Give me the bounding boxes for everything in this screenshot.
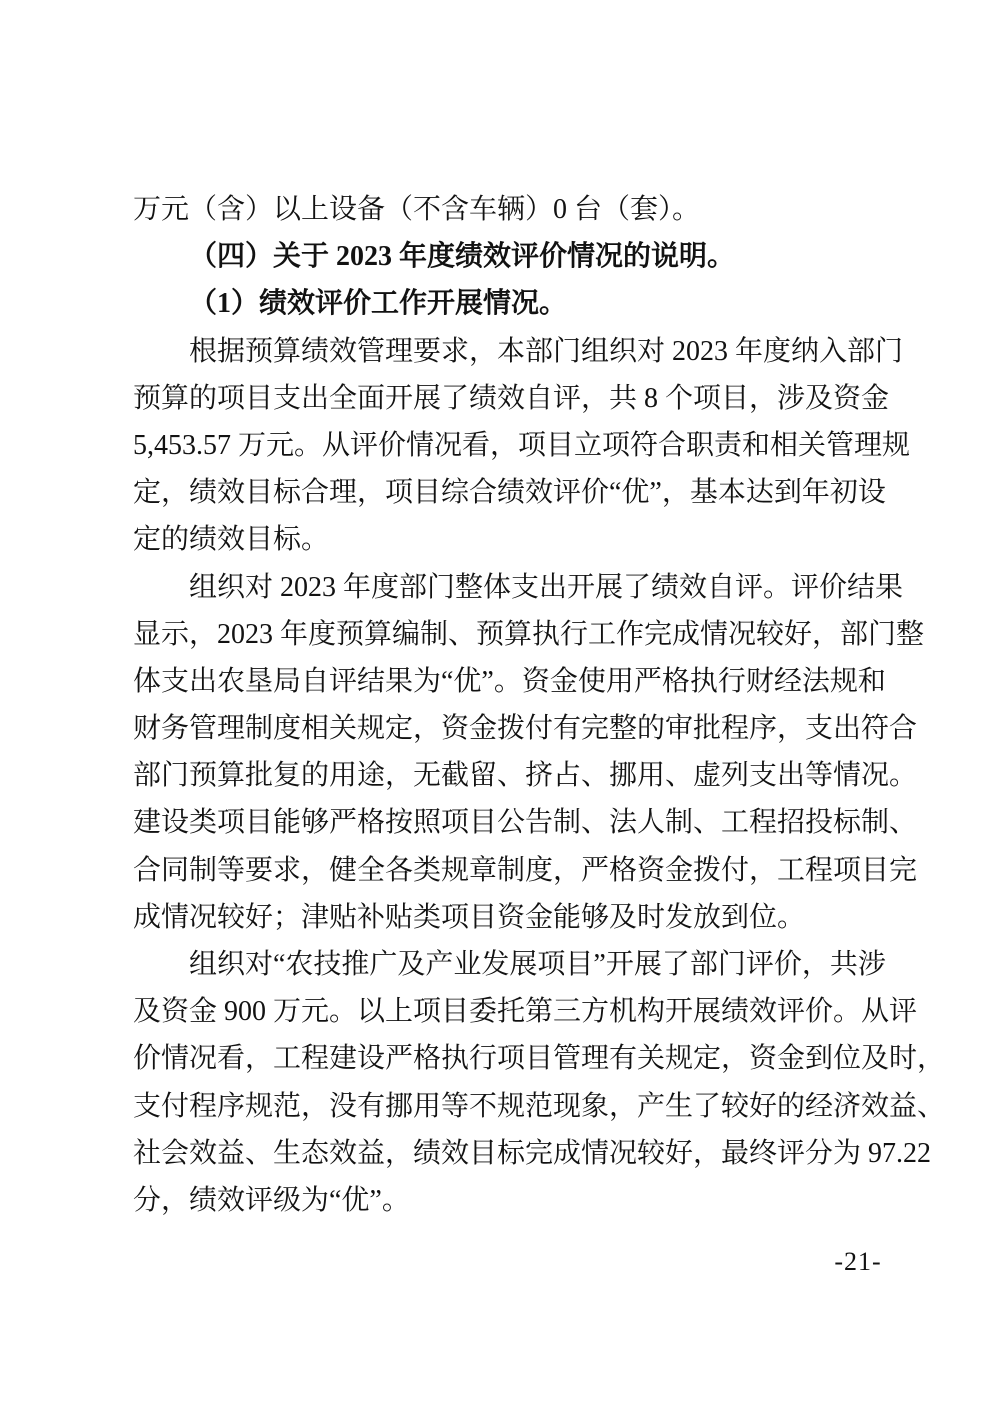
- text-line: 建设类项目能够严格按照项目公告制、法人制、工程招投标制、: [133, 807, 918, 839]
- text-line: 价情况看，工程建设严格执行项目管理有关规定，资金到位及时，: [133, 1043, 946, 1075]
- text-line: 财务管理制度相关规定，资金拨付有完整的审批程序，支出符合: [133, 713, 918, 745]
- text-line: 显示，2023 年度预算编制、预算执行工作完成情况较好，部门整: [133, 618, 925, 650]
- heading-item-one: （1）绩效评价工作开展情况。: [189, 288, 568, 320]
- text-line: 组织对“农技推广及产业发展项目”开展了部门评价，共涉: [189, 949, 886, 980]
- text-line: 成情况较好；津贴补贴类项目资金能够及时发放到位。: [133, 901, 806, 933]
- document-body: [133, 186, 946, 1224]
- text-line: 及资金 900 万元。以上项目委托第三方机构开展绩效评价。从评: [133, 996, 918, 1028]
- text-line: 社会效益、生态效益，绩效目标完成情况较好，最终评分为 97.22: [133, 1137, 932, 1169]
- text-line: 体支出农垦局自评结果为“优”。资金使用严格执行财经法规和: [133, 665, 886, 697]
- heading-section-four: （四）关于 2023 年度绩效评价情况的说明。: [189, 241, 736, 273]
- text-line: 组织对 2023 年度部门整体支出开展了绩效自评。评价结果: [189, 571, 904, 603]
- text-line: 根据预算绩效管理要求，本部门组织对 2023 年度纳入部门: [189, 335, 904, 367]
- text-line: 分，绩效评级为“优”。: [133, 1184, 410, 1216]
- page-number: -21-: [834, 1247, 882, 1276]
- text-line: 定的绩效目标。: [133, 524, 330, 556]
- text-line: 定，绩效目标合理，项目综合绩效评价“优”，基本达到年初设: [133, 477, 886, 509]
- text-line-continuation: 万元（含）以上设备（不含车辆）0 台（套）。: [133, 194, 701, 225]
- text-line: 部门预算批复的用途，无截留、挤占、挪用、虚列支出等情况。: [133, 760, 918, 792]
- text-line: 5,453.57 万元。从评价情况看，项目立项符合职责和相关管理规: [133, 429, 911, 461]
- text-line: 合同制等要求，健全各类规章制度，严格资金拨付，工程项目完: [133, 854, 918, 886]
- text-line: 支付程序规范，没有挪用等不规范现象，产生了较好的经济效益、: [133, 1090, 946, 1122]
- text-line: 预算的项目支出全面开展了绩效自评，共 8 个项目，涉及资金: [133, 382, 890, 414]
